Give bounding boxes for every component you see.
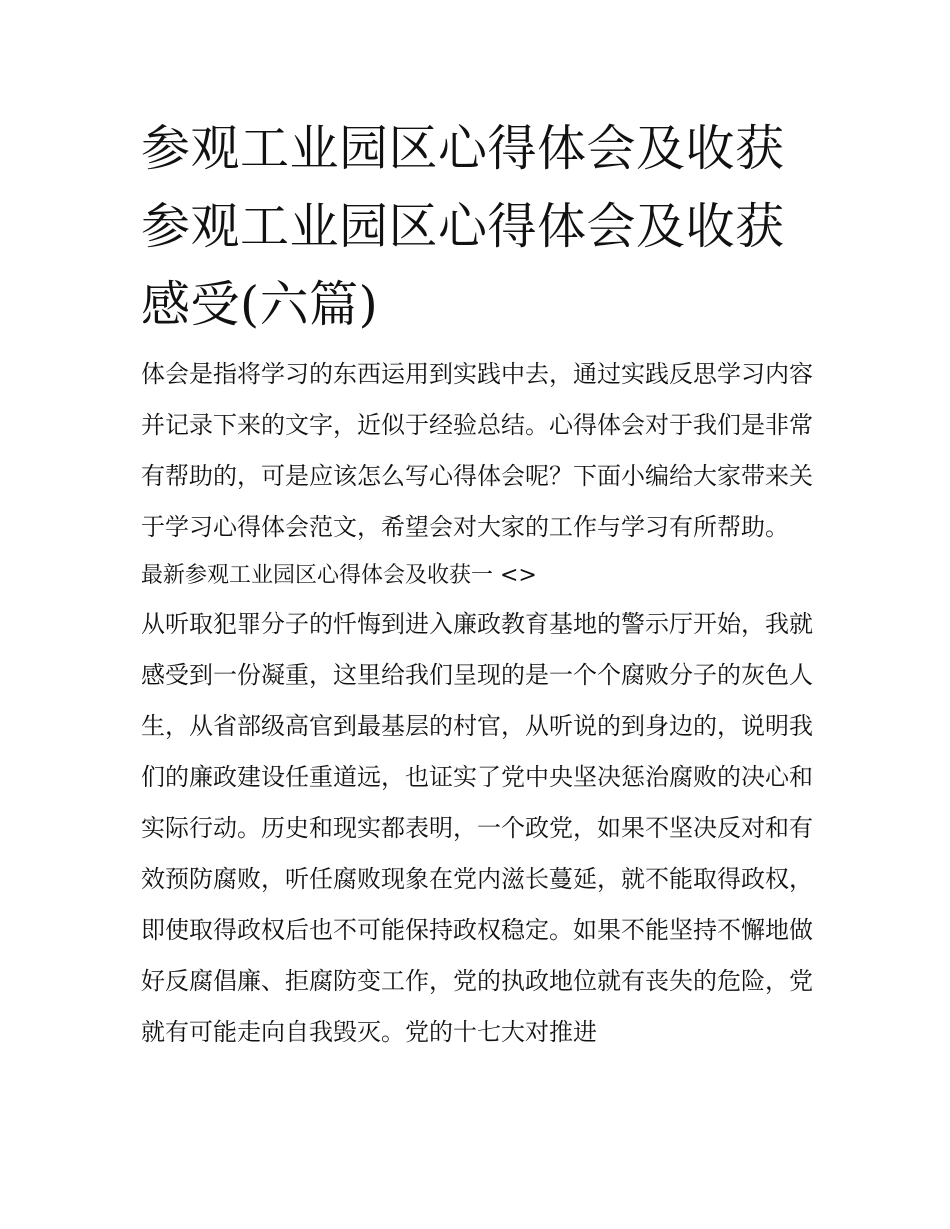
body-paragraph: 从听取犯罪分子的忏悔到进入廉政教育基地的警示厅开始，我就感受到一份凝重，这里给我们呈现的是一个个腐败分子的灰色人生，从省部级高官到最基层的村官，从听说的到身边的，说明我们的廉政建设任重道远，也证实了党中央坚决惩治腐败的决心和实际行动。历史和现实都表明，一个政党，如果不坚决反对和有效预防腐败，听任腐败现象在党内滋长蔓延，就不能取得政权，即使取得政权后也不可能保持政权稳定。如果不能坚持不懈地做好反腐倡廉、拒腐防变工作，党的执政地位就有丧失的危险，党就有可能走向自我毁灭。党的十七大对推进 [141,610,813,1046]
intro-paragraph: 体会是指将学习的东西运用到实践中去，通过实践反思学习内容并记录下来的文字，近似于经验总结。心得体会对于我们是非常有帮助的，可是应该怎么写心得体会呢？下面小编给大家带来关于学习心得体会范文，希望会对大家的工作与学习有所帮助。 [141,360,813,541]
document-title: 参观工业园区心得体会及收获参观工业园区心得体会及收获感受(六篇) [141,120,785,333]
document-page [141,110,813,1058]
section-heading: 最新参观工业园区心得体会及收获一 <> [141,563,537,588]
